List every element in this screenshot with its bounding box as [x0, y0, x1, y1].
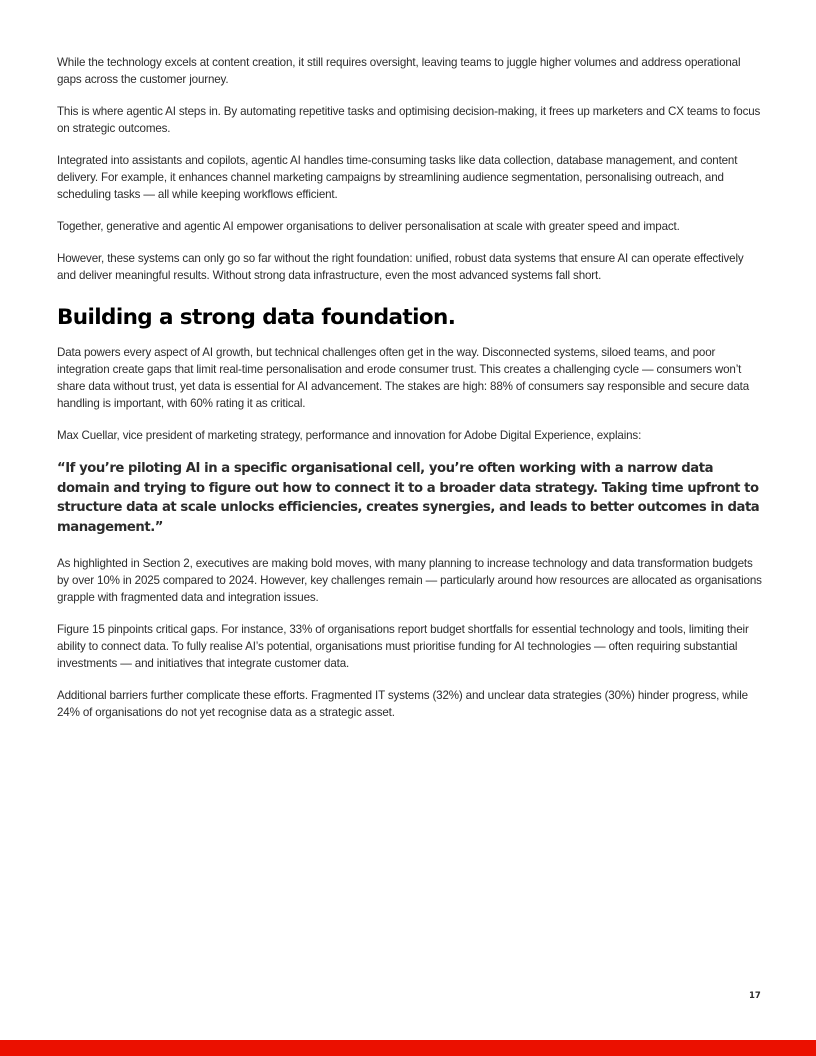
section-heading: Building a strong data foundation.	[57, 305, 456, 330]
page-number: 17	[749, 991, 761, 1001]
body-paragraph: While the technology excels at content creation, it still requires oversight, leaving teams to juggle higher volumes and address operational gaps across the customer journey.	[57, 56, 741, 86]
body-paragraph: However, these systems can only go so far without the right foundation: unified, robust data systems that ensure AI can operate effectively and deliver meaningful results. Without strong data infrastructure, even the most advanced systems fall short.	[57, 252, 744, 282]
quote-attribution: Max Cuellar, vice president of marketing strategy, performance and innovation for Adobe Digital Experience, explains:	[57, 429, 642, 442]
body-paragraph: Figure 15 pinpoints critical gaps. For instance, 33% of organisations report budget shortfalls for essential technology and tools, limiting their ability to connect data. To fully realise AI’s potential, organisations must prioritise funding for AI technologies — often requiring substantial investments — and initiatives that integrate customer data.	[57, 623, 749, 670]
pull-quote: “If you’re piloting AI in a specific organisational cell, you’re often working with a narrow data domain and trying to figure out how to connect it to a broader data strategy. Taking time upfront to structure data at scale unlocks efficiencies, creates synergies, and leads to better outcomes in data management.”	[57, 461, 760, 535]
body-paragraph: As highlighted in Section 2, executives are making bold moves, with many planning to increase technology and data transformation budgets by over 10% in 2025 compared to 2024. However, key challenges remain — particularly around how resources are allocated as organisations grapple with fragmented data and integration issues.	[57, 557, 762, 604]
body-paragraph: Together, generative and agentic AI empower organisations to deliver personalisation at scale with greater speed and impact.	[57, 220, 680, 233]
body-paragraph: Additional barriers further complicate these efforts. Fragmented IT systems (32%) and unclear data strategies (30%) hinder progress, while 24% of organisations do not yet recognise data as a strategic asset.	[57, 689, 748, 719]
body-paragraph: Data powers every aspect of AI growth, but technical challenges often get in the way. Disconnected systems, siloed teams, and poor integration create gaps that limit real-time personalisation and erode consumer trust. This creates a challenging cycle — consumers won’t share data without trust, yet data is essential for AI advancement. The stakes are high: 88% of consumers say responsible and secure data handling is important, with 60% rating it as critical.	[57, 346, 750, 410]
document-page	[57, 54, 763, 736]
footer-brand-bar	[0, 1040, 816, 1056]
body-paragraph: Integrated into assistants and copilots, agentic AI handles time-consuming tasks like data collection, database management, and content delivery. For example, it enhances channel marketing campaigns by streamlining audience segmentation, personalising outreach, and scheduling tasks — all while keeping workflows efficient.	[57, 154, 738, 201]
body-paragraph: This is where agentic AI steps in. By automating repetitive tasks and optimising decision-making, it frees up marketers and CX teams to focus on strategic outcomes.	[57, 105, 761, 135]
